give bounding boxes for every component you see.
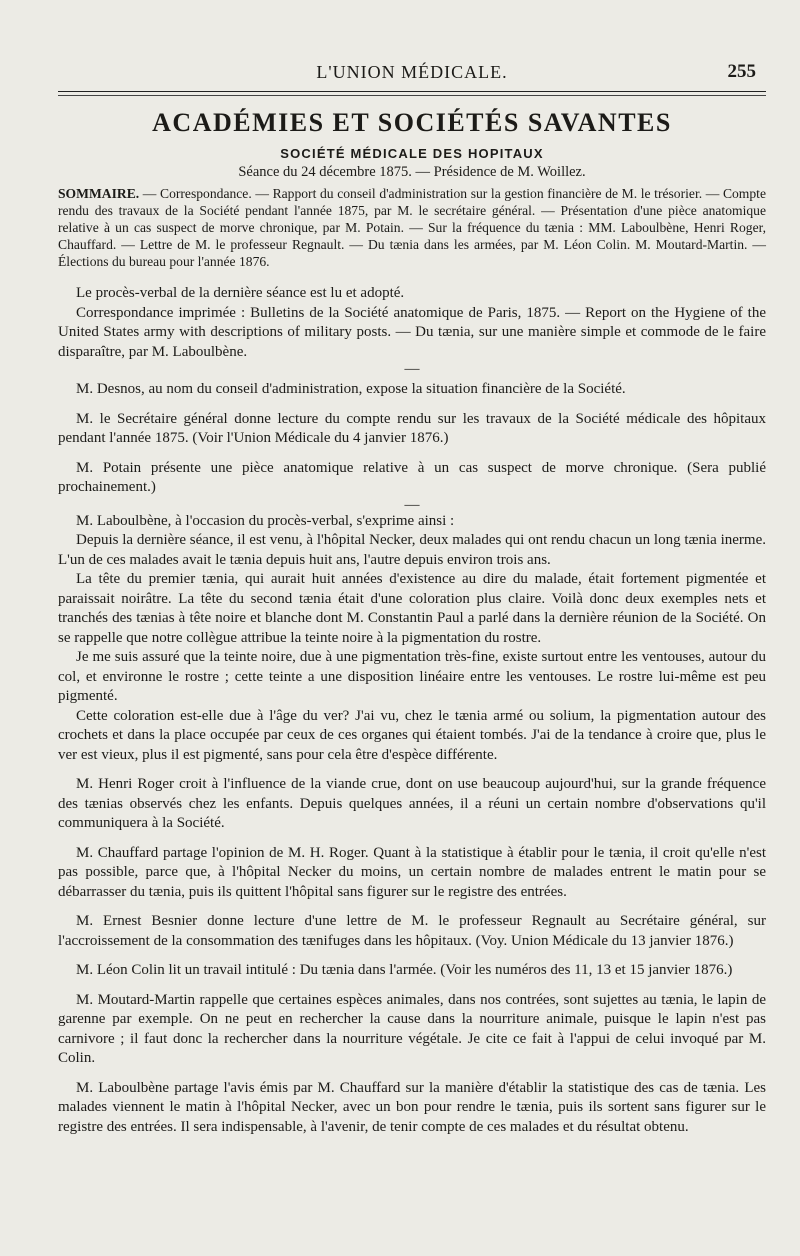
- separator-dash: —: [404, 496, 420, 513]
- paragraph: Cette coloration est-elle due à l'âge du ver? J'ai vu, chez le tænia armé ou solium, la pigmentation autour des crochets et dans la place occupée par ceux de ces organes qui étaient tombés. J'ai de la tendance à croire que, plus le ver est vieux, plus il est pigmenté, sans pour cela être d'espèce différente.: [58, 707, 766, 763]
- paragraph: M. le Secrétaire général donne lecture du compte rendu sur les travaux de la Société médicale des hôpitaux pendant l'année 1875. (Voir l'Union Médicale du 4 janvier 1876.): [58, 410, 766, 446]
- sommaire-text: — Correspondance. — Rapport du conseil d'administration sur la gestion financière de M. le trésorier. — Compte rendu des travaux de la Société pendant l'année 1875, par M. le secrétaire général. — Présentation d'une pièce anatomique relative à un cas suspect de morve chronique, par M. Potain. — Sur la fréquence du tænia : MM. Laboulbène, Henri Roger, Chauffard. — Lettre de M. le professeur Regnault. — Du tænia dans les armées, par M. Léon Colin. M. Moutard-Martin. — Élections du bureau pour l'année 1876.: [58, 186, 766, 269]
- society-heading: SOCIÉTÉ MÉDICALE DES HOPITAUX: [280, 146, 544, 161]
- journal-title: L'UNION MÉDICALE.: [316, 62, 508, 82]
- paragraph: M. Henri Roger croit à l'influence de la viande crue, dont on use beaucoup aujourd'hui, sur la grande fréquence des tænias observés chez les enfants. Depuis quelques années, il a réuni un certain nombre d'observations qu'il communiquera à la Société.: [58, 776, 766, 831]
- paragraph: La tête du premier tænia, qui aurait huit années d'existence au dire du malade, était fortement pigmentée et paraissait noirâtre. La tête du second tænia était d'une coloration plus claire. Voilà donc deux exemples nets et tranchés des tænias à tête noire et blanche dont M. Constantin Paul a parlé dans la dernière réunion de la Société. On se rappelle que notre collègue attribue la teinte noire à la pigmentation du rostre.: [58, 571, 766, 646]
- page-number: 255: [727, 61, 756, 82]
- paragraph: Correspondance imprimée : Bulletins de la Société anatomique de Paris, 1875. — Report on the Hygiene of the United States army with descriptions of military posts. — Du tænia, sur une manière simple et commode de le faire disparaître, par M. Laboulbène.: [58, 304, 766, 360]
- seance-line: Séance du 24 décembre 1875. — Présidence de M. Woillez.: [238, 164, 586, 180]
- running-head: [58, 54, 766, 90]
- paragraph: M. Desnos, au nom du conseil d'administration, expose la situation financière de la Société.: [76, 381, 626, 397]
- paragraph: Depuis la dernière séance, il est venu, à l'hôpital Necker, deux malades qui ont rendu chacun un long tænia inerme. L'un de ces malades avait le tænia depuis huit ans, l'autre depuis environ trois ans.: [58, 532, 766, 568]
- paragraph: M. Laboulbène, à l'occasion du procès-verbal, s'exprime ainsi :: [76, 512, 455, 529]
- header-rule-thin: [58, 95, 766, 96]
- paragraph: Je me suis assuré que la teinte noire, due à une pigmentation très-fine, existe surtout entre les ventouses, autour du col, et environne le rostre ; cette teinte a une disposition linéaire entre les ventouses. Le rostre lui-même est peu pigmenté.: [58, 649, 766, 704]
- sommaire-label: SOMMAIRE.: [58, 186, 140, 201]
- paragraph: M. Moutard-Martin rappelle que certaines espèces animales, dans nos contrées, sont sujettes au tænia, le lapin de garenne par exemple. On ne peut en rechercher la cause dans la nourriture animale, puisque le lapin n'est pas carnivore ; il faut donc la rechercher dans la nourriture végétale. Je cite ce fait à l'appui de celui invoqué par M. Colin.: [58, 991, 766, 1066]
- paragraph: M. Léon Colin lit un travail intitulé : Du tænia dans l'armée. (Voir les numéros des 11, 13 et 15 janvier 1876.): [76, 962, 733, 978]
- paragraph: Le procès-verbal de la dernière séance est lu et adopté.: [76, 285, 405, 301]
- paragraph: M. Laboulbène partage l'avis émis par M. Chauffard sur la manière d'établir la statistique des cas de tænia. Les malades viennent le matin à l'hôpital Necker, avec un bon pour rendre le tænia, puis ils sortent sans figurer sur le registre des entrées. Il sera indispensable, à l'avenir, de tenir compte de ces malades et du résultat obtenu.: [58, 1079, 766, 1135]
- header-rule: [58, 91, 766, 92]
- separator-dash: —: [404, 361, 420, 377]
- section-title: ACADÉMIES ET SOCIÉTÉS SAVANTES: [152, 108, 672, 137]
- paragraph: M. Ernest Besnier donne lecture d'une lettre de M. le professeur Regnault au Secrétaire général, sur l'accroissement de la consommation des tænifuges dans les hôpitaux. (Voy. Union Médicale du 13 janvier 1876.): [58, 913, 766, 949]
- paragraph: M. Chauffard partage l'opinion de M. H. Roger. Quant à la statistique à établir pour le tænia, il croit qu'elle n'est pas possible, parce que, à l'hôpital Necker du moins, un certain nombre de malades entrent le matin pour se débarrasser du tænia, puis ils quittent l'hôpital sans figurer sur le registre des entrées.: [58, 844, 766, 900]
- article-body: [58, 108, 766, 1137]
- sommaire: [58, 185, 766, 270]
- paragraph: M. Potain présente une pièce anatomique relative à un cas suspect de morve chronique. (Sera publié prochainement.): [58, 459, 766, 495]
